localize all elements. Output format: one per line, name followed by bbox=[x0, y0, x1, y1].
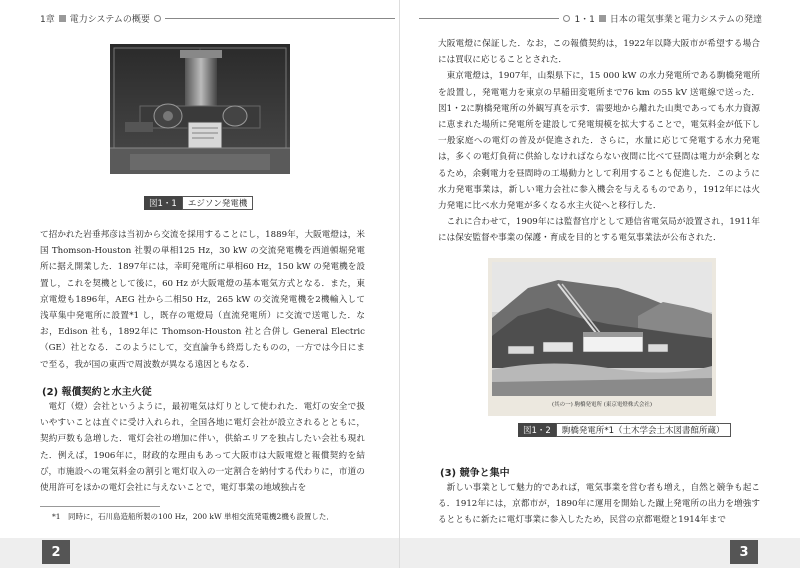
section-label: 1・1 bbox=[574, 15, 595, 25]
header-square-icon bbox=[59, 15, 66, 22]
header-circle-icon bbox=[154, 15, 161, 22]
header-square-icon bbox=[599, 15, 606, 22]
edison-generator-photo bbox=[110, 44, 290, 174]
left-body-text-2 bbox=[40, 399, 365, 496]
figure-number: 図1・1 bbox=[144, 196, 182, 210]
figure-caption: エジソン発電機 bbox=[182, 196, 254, 210]
right-body-text-2 bbox=[438, 480, 760, 529]
page-number: 3 bbox=[730, 540, 758, 564]
paragraph: て招かれた岩垂邦彦は当初から交流を採用することにし，1889年，大阪電燈は，米国 Thomson-Houston 社製の単相125 Hz，30 kW の交流発電機を西道頓堀発電所に据え開業した．1897年には，幸町発電所に単相60 Hz，150 kW の発電機を設置し，これを契機として後に，60 Hz が大阪電燈の基本電気方式となる．また，東京電燈も1896年，AEG 社から二相50 Hz，265 kW の交流発電機を2機輸入して浅草集中発電所に設置*1 し，既存の電燈局（直流発電所）に交流で送電した．なお，Edison 社も，1892年に Thomson-Houston 社と合併し General Electric（GE）社となる．このようにして，交直論争も終焉したものの，一方では今日にまで至る，我が国の東西で周波数が異なる遠因ともなる． bbox=[40, 230, 365, 370]
right-page bbox=[400, 0, 800, 568]
page-number: 2 bbox=[42, 540, 70, 564]
left-body-text bbox=[40, 227, 365, 373]
chapter-title: 電力システムの概要 bbox=[69, 15, 150, 25]
header-rule bbox=[419, 18, 559, 19]
paragraph: 大阪電燈に保証した．なお，この報償契約は，1922年以降大阪市が希望する場合には買収に応じることとされた． bbox=[438, 39, 760, 66]
section-title: 日本の電気事業と電力システムの発達 bbox=[609, 15, 762, 25]
section-heading-3: (3) 競争と集中 bbox=[440, 468, 510, 479]
figure-number: 図1・2 bbox=[518, 423, 556, 437]
section-heading-2: (2) 報償契約と水主火従 bbox=[42, 387, 152, 398]
komahashi-power-station-photo bbox=[488, 258, 716, 416]
figure-1-1-caption bbox=[144, 196, 253, 210]
right-running-header bbox=[419, 12, 762, 25]
paragraph: 電灯（燈）会社というように，最初電気は灯りとして使われた．電灯の安全で扱いやすいことは直ぐに受け入れられ，全国各地に電灯会社が設立されるとともに，契約戸数も急増した．電灯会社の増加に伴い，供給エリアを独占したい会社も現れた．例えば，1906年に，財政的な理由もあって大阪市は大阪電燈と報償契約を結び，市施設への電気料金の割引と電灯収入の一定割合を納付する代わりに，市道の使用許可をほかの電灯会社に与えないことで，電灯事業の地域独占を bbox=[40, 402, 365, 494]
figure-1-2-caption bbox=[518, 423, 731, 437]
chapter-label: 1章 bbox=[40, 15, 55, 25]
paragraph: これに合わせて，1909年には監督官庁として逓信省電気局が設置され，1911年には保安監督や事業の保護・育成を目的とする電気事業法が公布された． bbox=[438, 217, 760, 244]
right-body-text bbox=[438, 36, 760, 247]
header-rule bbox=[165, 18, 395, 19]
photo-inscription: (其の一) 駒橋発電所 (東京電燈株式会社) bbox=[551, 402, 653, 408]
paragraph: 東京電燈は，1907年，山梨県下に，15 000 kW の水力発電所である駒橋発電所を設置し，発電電力を東京の早稲田変電所まで76 km の55 kV 送電線で送った．図1・2に駒橋発電所の外観写真を示す．需要地から離れた山奥であっても水力資源に恵まれた場所に発電所を建設して発電規模を拡大することで，電気料金が低下し一般家庭への電灯の普及が促進された．さらに，水量に応じて発電する水力発電は，多くの電灯負荷に供給しなければならない夜間に比べて昼間は電力が余剰となるため，余剰電力を昼間時の工場動力として利用することも促進した．このように水力発電事業は，新しい電力会社に参入機会を与えるものであり，1912年には火力発電に比べ水力発電が多くなる水主火従へと移行した． bbox=[438, 71, 760, 212]
figure-caption: 駒橋発電所*1（土木学会土木図書館所蔵） bbox=[556, 423, 731, 437]
paragraph: 新しい事業として魅力的であれば，電気事業を営む者も増え，自然と競争も起こる．1912年には，京都市が，1890年に運用を開始した蹴上発電所の出力を増強するとともに新たに電灯事業に参入したため，民営の京都電燈と1914年まで bbox=[438, 483, 760, 526]
header-circle-icon bbox=[563, 15, 570, 22]
left-running-header bbox=[40, 12, 395, 25]
footnote: *1 同時に，石川島造船所製の100 Hz，200 kW 単相交流発電機2機も設置した． bbox=[52, 512, 334, 521]
footnote-rule bbox=[40, 506, 160, 507]
